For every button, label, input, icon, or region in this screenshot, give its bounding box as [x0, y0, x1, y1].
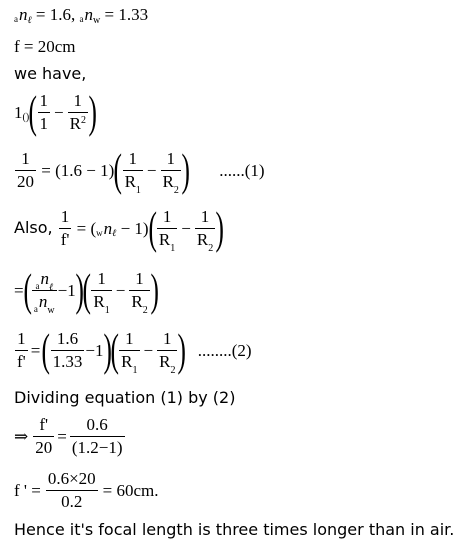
den: f'	[60, 229, 70, 249]
sub: 2	[173, 184, 179, 196]
num: 1.6	[56, 329, 79, 348]
num: 1	[125, 329, 134, 348]
fraction-1-over-r1	[157, 207, 177, 254]
a: a	[35, 281, 40, 291]
num: 0.6×20	[47, 469, 96, 488]
sup-2: 2	[80, 114, 86, 126]
conclusion-text: Hence it's focal length is three times longer than in air.	[14, 520, 455, 539]
equation-ratio	[14, 263, 159, 316]
equation-divide	[14, 416, 126, 457]
dividing-text: Dividing equation (1) by (2)	[14, 388, 236, 407]
open-paren: (	[148, 201, 157, 253]
focal-length-given: f = 20cm	[14, 37, 76, 56]
fraction-1-over-r2	[195, 207, 215, 254]
den: 0.2	[61, 491, 83, 511]
close-paren: )	[215, 201, 225, 253]
fraction-result	[46, 470, 98, 511]
prefix-a: a	[14, 14, 18, 24]
r: R	[159, 351, 171, 371]
minus-one: −1	[57, 280, 76, 300]
den	[32, 291, 57, 316]
prefix-w: w	[96, 227, 103, 238]
r: R	[93, 291, 105, 311]
fraction-1-over-r1	[119, 329, 139, 376]
den	[68, 115, 88, 133]
l: ℓ	[48, 282, 54, 293]
implies-arrow: ⇒	[14, 426, 29, 446]
open-paren-2: (	[110, 323, 119, 375]
open-paren: (	[23, 263, 32, 315]
num: 0.6	[86, 415, 108, 434]
fraction-0-6-over-0-2	[70, 416, 125, 457]
r-symbol: R	[69, 113, 81, 133]
equation-also	[14, 201, 225, 254]
minus: −	[115, 280, 126, 300]
num	[33, 269, 55, 293]
r: R	[124, 171, 136, 191]
equation-tag-1: ......(1)	[219, 160, 265, 180]
den	[91, 291, 111, 316]
equals: =	[57, 426, 67, 446]
n-symbol: n	[19, 5, 28, 24]
open-paren: (	[113, 143, 123, 195]
den: 20	[17, 171, 34, 191]
result-60cm: = 60cm.	[102, 480, 159, 500]
lead-1: 1	[14, 102, 23, 122]
sub-l: ℓ	[112, 228, 117, 240]
minus: −	[54, 102, 64, 122]
num: 1	[73, 91, 83, 110]
sub: 1	[170, 242, 176, 254]
close-paren-2: )	[150, 263, 159, 315]
den: (1.2−1)	[71, 437, 123, 457]
den: 1	[39, 113, 48, 133]
den	[157, 351, 177, 376]
lens-maker-formula	[14, 85, 97, 137]
w: w	[47, 304, 55, 316]
num: 1	[39, 91, 48, 110]
lead-sub: ()	[22, 112, 30, 124]
equals: =	[30, 340, 41, 360]
value-1-33: = 1.33	[100, 5, 149, 24]
fraction-1-6-over-1-33	[51, 330, 85, 371]
close-paren-2: )	[177, 323, 187, 375]
minus: −	[181, 218, 191, 238]
equals-1-6-minus-1: = (1.6 − 1)	[37, 160, 115, 180]
we-have-text: we have,	[14, 64, 87, 83]
sub: 1	[135, 184, 141, 196]
minus-one: −1	[85, 340, 104, 360]
den	[161, 171, 181, 196]
minus-one-close: − 1)	[116, 218, 149, 238]
open-paren-2: (	[82, 263, 91, 315]
close-paren: )	[181, 143, 190, 195]
num: f'	[39, 415, 49, 434]
sub: 1	[104, 304, 110, 316]
n-symbol-2: n	[84, 5, 94, 24]
r: R	[121, 351, 133, 371]
fraction-1-over-r1	[123, 149, 143, 196]
n: n	[40, 269, 49, 288]
fraction-1-over-r1	[91, 269, 111, 316]
den: 20	[35, 437, 53, 457]
den: 1.33	[52, 351, 83, 371]
close-paren: )	[102, 323, 112, 375]
fraction-1-over-r2	[157, 329, 177, 376]
prefix-a2: a	[79, 14, 84, 24]
den	[157, 229, 177, 254]
a: a	[33, 303, 38, 314]
equation-2	[14, 323, 252, 376]
r: R	[131, 291, 143, 311]
fraction-fprime-over-20	[33, 416, 54, 457]
open-paren: (	[28, 85, 38, 137]
sub-w: w	[93, 14, 101, 26]
minus: −	[143, 340, 154, 360]
num: 1	[135, 269, 144, 288]
close-paren: )	[88, 85, 97, 137]
r: R	[158, 229, 171, 249]
den	[129, 291, 149, 316]
value-1-6: = 1.6,	[31, 5, 80, 24]
num: 1	[200, 207, 210, 226]
open-paren: (	[41, 323, 51, 375]
den	[195, 229, 215, 254]
den	[123, 171, 143, 196]
fraction-1-over-r2	[68, 92, 88, 133]
sub: 2	[142, 304, 148, 316]
fraction-ratio-indices	[32, 269, 57, 316]
minus: −	[146, 160, 157, 180]
num: 1	[163, 329, 172, 348]
fraction-1-over-r2	[161, 149, 181, 196]
num: 1	[60, 207, 70, 226]
equation-tag-2: ........(2)	[197, 340, 252, 360]
num: 1	[162, 207, 172, 226]
n-symbol: n	[103, 218, 113, 238]
r: R	[162, 171, 174, 191]
given-refractive-indices	[14, 5, 149, 26]
fraction-1-over-fprime	[15, 330, 28, 371]
close-paren: )	[75, 263, 84, 315]
den	[119, 351, 139, 376]
equation-result	[14, 470, 159, 511]
sub: 2	[208, 242, 214, 254]
sub: 1	[132, 364, 138, 376]
fraction-1-over-fprime	[59, 208, 72, 249]
fraction-1-over-r2	[129, 269, 149, 316]
n: n	[38, 291, 48, 311]
den: f'	[17, 351, 26, 371]
equals: =	[14, 280, 24, 300]
num: 1	[97, 269, 106, 288]
sub-l: ℓ	[27, 14, 32, 26]
fraction-1-over-1	[38, 92, 51, 133]
equals-open: = (	[72, 218, 97, 238]
num: 1	[128, 149, 137, 168]
also-text: Also,	[14, 218, 58, 238]
num: 1	[21, 149, 30, 168]
num: 1	[166, 149, 175, 168]
sub: 2	[170, 364, 176, 376]
fprime-equals: f ' =	[14, 480, 41, 500]
r: R	[196, 229, 209, 249]
fraction-1-over-20	[15, 150, 36, 191]
equation-1	[14, 143, 265, 196]
num: 1	[17, 329, 26, 348]
